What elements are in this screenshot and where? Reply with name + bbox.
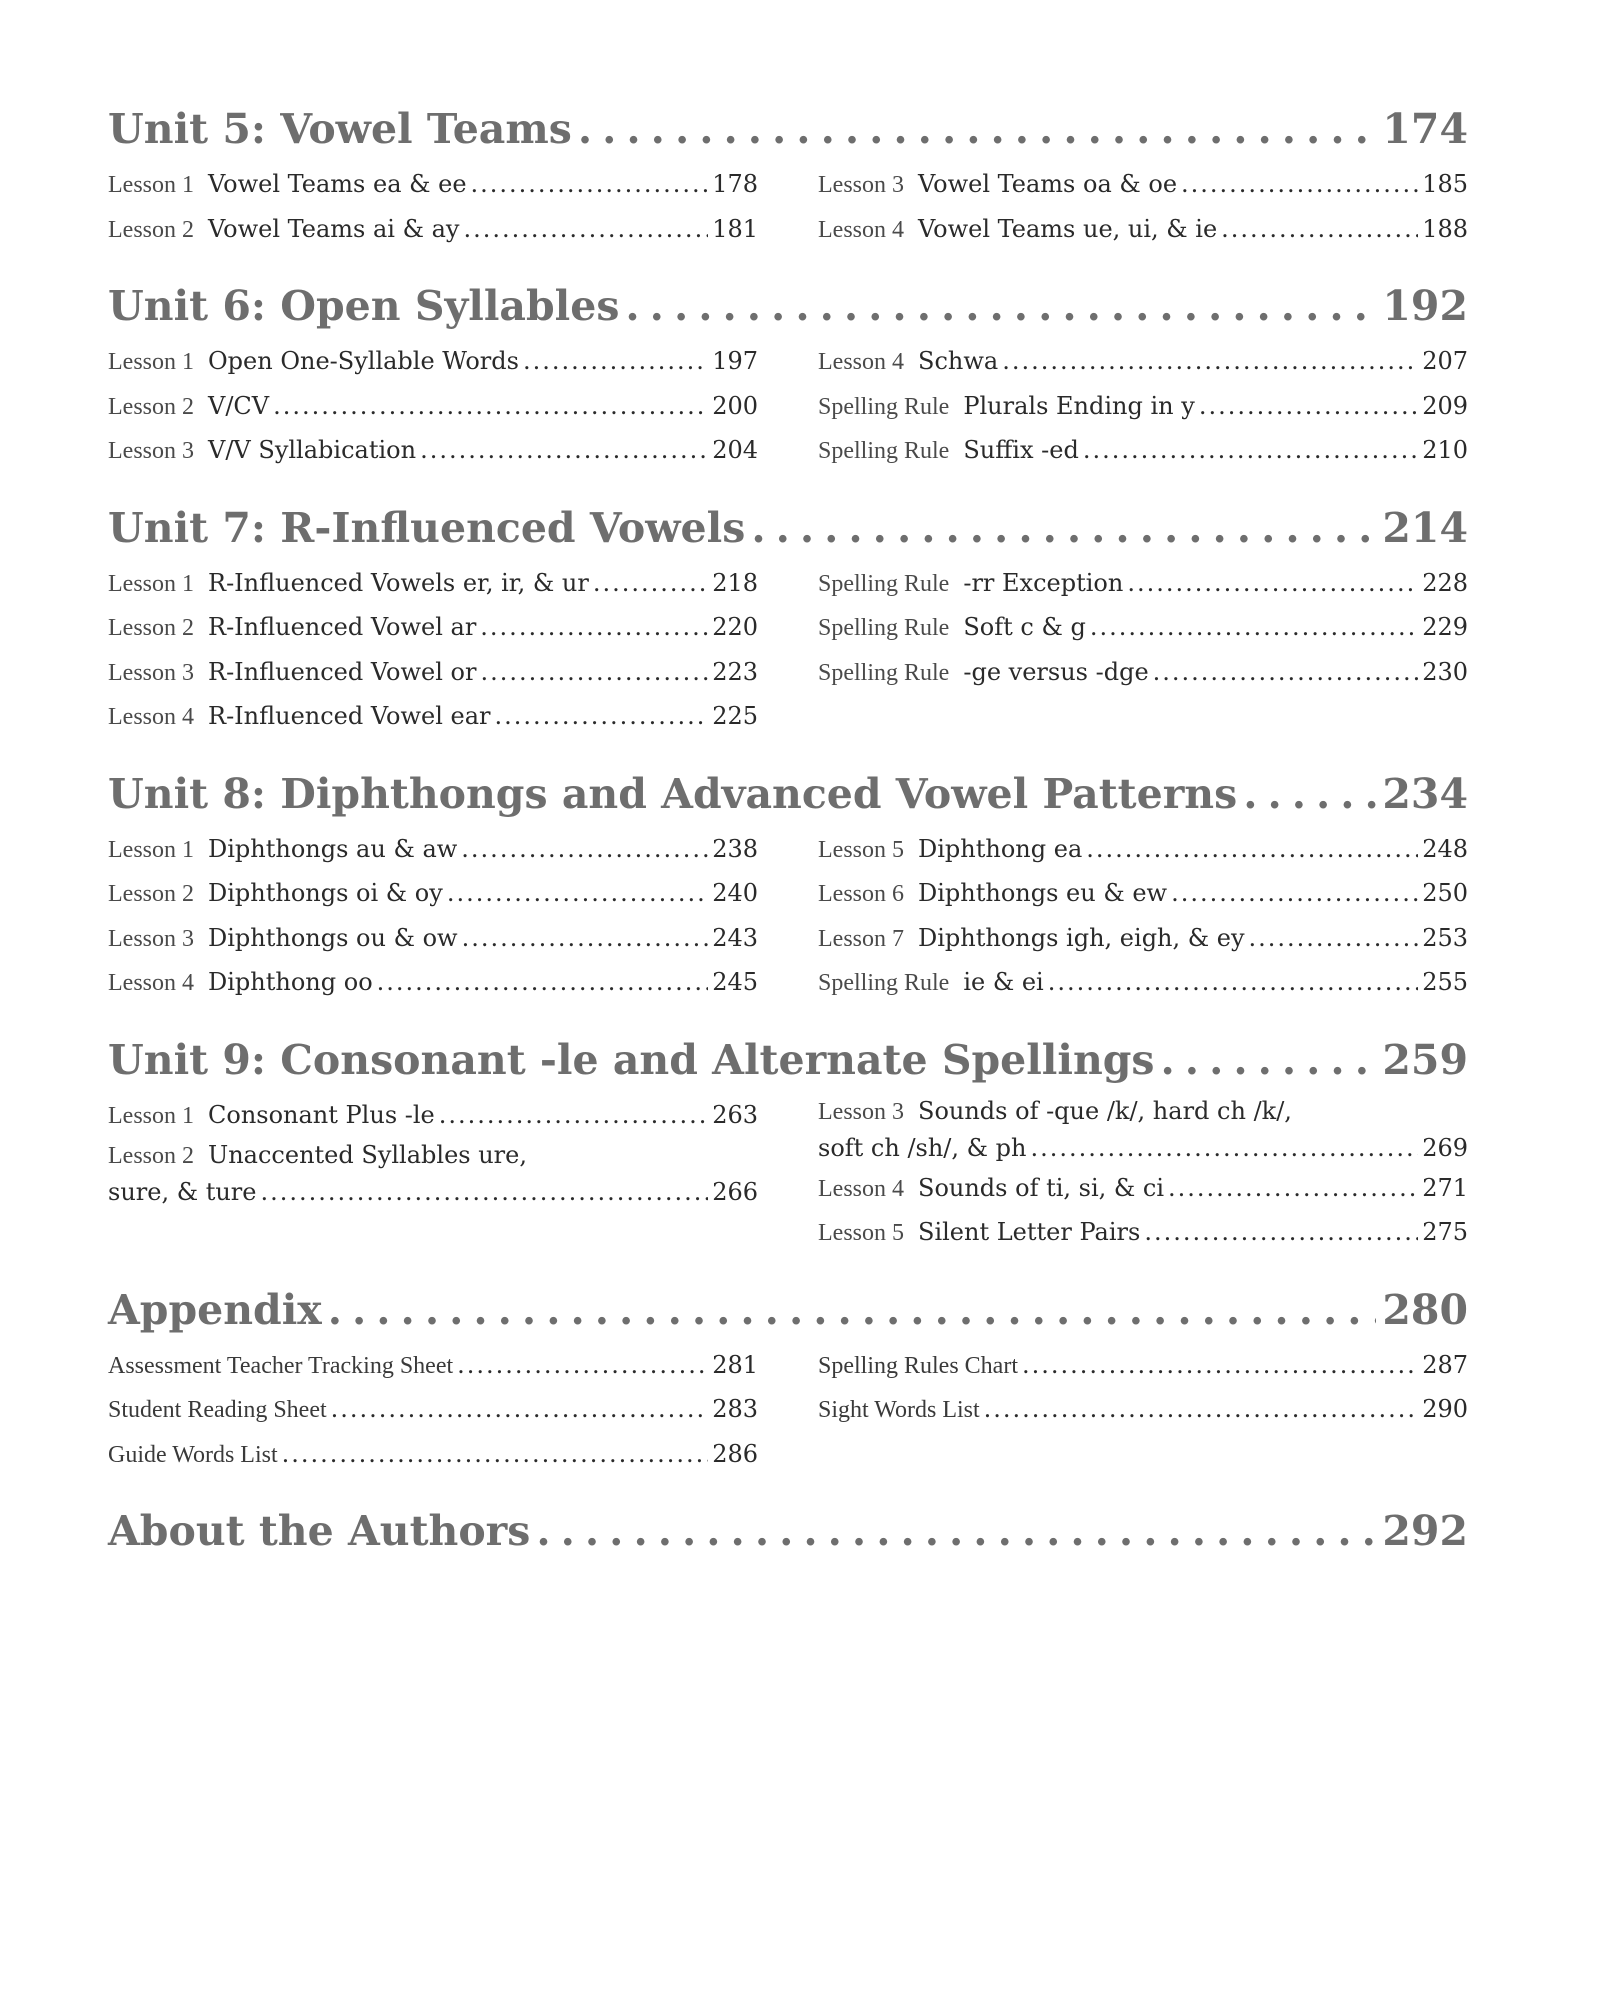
dot-leader <box>1199 384 1418 429</box>
toc-entry[interactable] <box>818 1210 1468 1255</box>
right-column <box>818 1093 1468 1255</box>
entry-label: Lesson 2 <box>108 1143 194 1169</box>
toc-entry[interactable] <box>818 605 1468 650</box>
toc-entry[interactable] <box>108 1343 758 1388</box>
unit-title: Unit 9: Consonant -le and Alternate Spellings <box>108 1035 1155 1084</box>
entry-page: 286 <box>712 1439 758 1468</box>
entry-page: 229 <box>1422 613 1468 641</box>
entry-page: 263 <box>712 1100 758 1129</box>
entry-title: Diphthong oo <box>208 968 373 996</box>
dot-leader <box>984 1387 1419 1432</box>
entry-title: Student Reading Sheet <box>108 1397 327 1423</box>
unit-title: Appendix <box>108 1285 322 1334</box>
entry-title: Vowel Teams ai & ay <box>208 214 460 243</box>
entry-title: Consonant Plus -le <box>208 1100 435 1129</box>
dot-leader <box>260 1174 708 1210</box>
toc-entry[interactable] <box>108 162 758 207</box>
unit-heading[interactable] <box>108 1031 1468 1089</box>
entry-label: Lesson 4 <box>818 349 904 375</box>
dot-leader <box>1048 960 1418 1005</box>
toc-entry[interactable] <box>108 561 758 606</box>
entry-title: Diphthongs oi & oy <box>208 879 443 907</box>
dot-leader <box>1168 1166 1418 1211</box>
entry-title: ie & ei <box>963 968 1044 996</box>
left-column <box>108 1093 758 1255</box>
entry-label: Lesson 4 <box>108 704 194 730</box>
entry-title: R-Influenced Vowel or <box>208 657 477 686</box>
entry-title-line1: Sounds of -que /k/, hard ch /k/, <box>918 1096 1292 1125</box>
right-column <box>818 561 1468 739</box>
dot-leader <box>578 100 1377 158</box>
entry-page: 245 <box>712 968 758 996</box>
toc-entry[interactable] <box>108 871 758 916</box>
dot-leader <box>1086 827 1418 872</box>
toc-entry[interactable] <box>818 1387 1468 1432</box>
toc-entry[interactable] <box>818 428 1468 473</box>
toc-entry[interactable] <box>108 428 758 473</box>
entry-label: Lesson 1 <box>108 570 194 597</box>
entry-title: Schwa <box>918 347 999 375</box>
entry-label: Lesson 3 <box>108 438 194 464</box>
entry-label: Lesson 1 <box>108 349 194 375</box>
toc-entry[interactable] <box>818 339 1468 384</box>
dot-leader <box>461 827 708 872</box>
entry-title: -ge versus -dge <box>963 657 1149 686</box>
dot-leader <box>447 871 708 916</box>
dot-leader <box>1002 339 1418 384</box>
unit-9 <box>108 1031 1468 1255</box>
toc-entry[interactable] <box>108 694 758 739</box>
toc-entry[interactable] <box>818 207 1468 252</box>
table-of-contents <box>108 100 1468 1586</box>
toc-entry[interactable] <box>108 960 758 1005</box>
dot-leader <box>1181 162 1418 207</box>
unit-page-number: 174 <box>1382 105 1468 153</box>
dot-leader <box>377 960 709 1005</box>
toc-entry[interactable] <box>108 1387 758 1432</box>
entry-title: V/CV <box>208 391 270 420</box>
entry-title: Diphthongs ou & ow <box>208 923 458 952</box>
unit-8 <box>108 765 1468 1005</box>
entry-title: V/V Syllabication <box>208 436 417 464</box>
unit-page-number: 280 <box>1382 1285 1468 1334</box>
entry-page: 271 <box>1422 1173 1468 1202</box>
entry-label: Lesson 5 <box>818 1220 904 1246</box>
dot-leader <box>328 1281 1377 1339</box>
entry-title: Diphthongs au & aw <box>208 834 458 863</box>
toc-entry[interactable] <box>108 605 758 650</box>
dot-leader <box>1127 561 1418 606</box>
entry-page: 181 <box>712 214 758 243</box>
entry-label: Lesson 4 <box>818 1175 904 1202</box>
dot-leader <box>1153 650 1419 695</box>
dot-leader <box>1083 428 1418 473</box>
entry-title-line2: sure, & ture <box>108 1178 257 1206</box>
unit-5 <box>108 100 1468 251</box>
dot-leader <box>480 650 708 695</box>
toc-entry[interactable] <box>818 561 1468 606</box>
toc-entry[interactable] <box>818 916 1468 961</box>
entry-page: 283 <box>712 1395 758 1423</box>
entry-title-line1: Unaccented Syllables ure, <box>208 1141 527 1169</box>
unit-heading[interactable] <box>108 100 1468 158</box>
entry-page: 281 <box>712 1350 758 1379</box>
entry-label: Lesson 2 <box>108 615 194 641</box>
unit-page-number: 234 <box>1382 769 1468 818</box>
dot-leader <box>457 1343 708 1388</box>
toc-entry[interactable] <box>818 871 1468 916</box>
entry-label: Lesson 3 <box>818 172 904 198</box>
dot-leader <box>593 561 708 606</box>
toc-entry[interactable] <box>108 650 758 695</box>
toc-entry[interactable] <box>108 1432 758 1477</box>
unit-7 <box>108 499 1468 739</box>
left-column <box>108 1343 758 1477</box>
toc-entry[interactable] <box>108 384 758 429</box>
entry-label: Lesson 2 <box>108 216 194 243</box>
toc-entry[interactable] <box>108 207 758 252</box>
appendix <box>108 1281 1468 1477</box>
entry-page: 275 <box>1422 1218 1468 1246</box>
dot-leader <box>282 1432 709 1477</box>
entry-title: Suffix -ed <box>963 436 1079 464</box>
toc-entry[interactable] <box>818 650 1468 695</box>
unit-page-number: 192 <box>1382 282 1468 330</box>
toc-entry[interactable] <box>818 162 1468 207</box>
entry-page: 218 <box>712 568 758 597</box>
dot-leader <box>751 499 1376 557</box>
entry-label: Lesson 5 <box>818 836 904 863</box>
toc-entry[interactable] <box>108 339 758 384</box>
entry-title: Open One-Syllable Words <box>208 347 519 375</box>
entry-label: Lesson 7 <box>818 925 904 952</box>
dot-leader <box>462 916 709 961</box>
about-the-authors <box>108 1502 1468 1560</box>
right-column <box>818 1343 1468 1477</box>
entry-label: Lesson 4 <box>108 970 194 996</box>
left-column <box>108 162 758 251</box>
entry-page: 250 <box>1422 879 1468 907</box>
entry-page: 287 <box>1422 1350 1468 1379</box>
unit-title: Unit 5: Vowel Teams <box>108 105 572 153</box>
entry-title: Spelling Rules Chart <box>818 1352 1018 1379</box>
entry-title: R-Influenced Vowel ear <box>208 702 491 730</box>
dot-leader <box>463 207 708 252</box>
entry-label: Lesson 3 <box>818 1098 904 1125</box>
unit-heading[interactable] <box>108 1502 1468 1560</box>
dot-leader <box>625 277 1376 335</box>
entry-title: Sounds of ti, si, & ci <box>918 1173 1165 1202</box>
unit-title: Unit 8: Diphthongs and Advanced Vowel Patterns <box>108 769 1238 818</box>
unit-title: Unit 6: Open Syllables <box>108 282 620 330</box>
dot-leader <box>273 384 708 429</box>
left-column <box>108 827 758 1005</box>
toc-entry[interactable] <box>818 1343 1468 1388</box>
entry-page: 269 <box>1422 1133 1468 1162</box>
entry-title: Guide Words List <box>108 1441 278 1468</box>
unit-heading[interactable] <box>108 499 1468 557</box>
entry-page: 220 <box>712 613 758 641</box>
entry-label: Spelling Rule <box>818 570 950 597</box>
dot-leader <box>1171 871 1418 916</box>
entry-page: 255 <box>1422 968 1468 996</box>
toc-entry[interactable] <box>818 1166 1468 1211</box>
unit-title: About the Authors <box>108 1507 531 1555</box>
entry-title: Vowel Teams ue, ui, & ie <box>918 214 1218 243</box>
entry-title: Soft c & g <box>963 613 1086 641</box>
dot-leader <box>536 1502 1376 1560</box>
entry-label: Spelling Rule <box>818 393 950 420</box>
dot-leader <box>439 1093 708 1138</box>
dot-leader <box>1221 207 1418 252</box>
entry-title: R-Influenced Vowels er, ir, & ur <box>208 568 589 597</box>
entry-page: 243 <box>712 923 758 952</box>
unit-page-number: 214 <box>1382 503 1468 552</box>
unit-heading[interactable] <box>108 765 1468 823</box>
unit-page-number: 292 <box>1382 1507 1468 1555</box>
entry-label: Lesson 3 <box>108 659 194 686</box>
entry-page: 223 <box>712 657 758 686</box>
entry-page: 200 <box>712 391 758 420</box>
entry-page: 225 <box>712 702 758 730</box>
entry-page: 178 <box>712 170 758 198</box>
dot-leader <box>523 339 708 384</box>
unit-title: Unit 7: R-Influenced Vowels <box>108 503 746 552</box>
entry-label: Lesson 1 <box>108 172 194 198</box>
entry-title: Assessment Teacher Tracking Sheet <box>108 1352 454 1379</box>
toc-entry[interactable] <box>108 1137 758 1210</box>
entry-page: 238 <box>712 834 758 863</box>
dot-leader <box>1090 605 1418 650</box>
dot-leader <box>1243 765 1376 823</box>
entry-label: Spelling Rule <box>818 659 950 686</box>
entry-page: 185 <box>1422 170 1468 198</box>
toc-entry[interactable] <box>108 1093 758 1138</box>
entry-title: Vowel Teams oa & oe <box>918 170 1178 198</box>
entry-title: Diphthongs igh, eigh, & ey <box>918 923 1245 952</box>
toc-entry[interactable] <box>818 384 1468 429</box>
dot-leader <box>480 605 708 650</box>
entry-label: Lesson 2 <box>108 393 194 420</box>
dot-leader <box>331 1387 709 1432</box>
right-column <box>818 827 1468 1005</box>
entry-label: Spelling Rule <box>818 438 950 464</box>
left-column <box>108 561 758 739</box>
toc-entry[interactable] <box>108 916 758 961</box>
entry-page: 228 <box>1422 568 1468 597</box>
entry-page: 290 <box>1422 1395 1468 1423</box>
dot-leader <box>1030 1130 1418 1166</box>
entry-page: 210 <box>1422 436 1468 464</box>
entry-label: Lesson 1 <box>108 836 194 863</box>
entry-title: Vowel Teams ea & ee <box>208 170 467 198</box>
entry-page: 207 <box>1422 347 1468 375</box>
toc-entry[interactable] <box>108 827 758 872</box>
dot-leader <box>495 694 709 739</box>
entry-page: 197 <box>712 347 758 375</box>
dot-leader <box>1144 1210 1418 1255</box>
entry-title: Diphthong ea <box>918 834 1083 863</box>
entry-label: Lesson 6 <box>818 881 904 907</box>
dot-leader <box>420 428 708 473</box>
entry-title: R-Influenced Vowel ar <box>208 613 477 641</box>
dot-leader <box>1161 1031 1377 1089</box>
entry-title: Sight Words List <box>818 1397 980 1423</box>
entry-page: 230 <box>1422 657 1468 686</box>
entry-title: Silent Letter Pairs <box>918 1218 1141 1246</box>
toc-entry[interactable] <box>818 1093 1468 1166</box>
right-column <box>818 162 1468 251</box>
entry-page: 188 <box>1422 214 1468 243</box>
entry-page: 253 <box>1422 923 1468 952</box>
entry-label: Lesson 3 <box>108 925 194 952</box>
entry-label: Lesson 2 <box>108 881 194 907</box>
toc-entry[interactable] <box>818 827 1468 872</box>
entry-page: 209 <box>1422 391 1468 420</box>
dot-leader <box>1249 916 1419 961</box>
entry-page: 240 <box>712 879 758 907</box>
unit-6 <box>108 277 1468 473</box>
entry-title: -rr Exception <box>963 568 1124 597</box>
entry-title: Plurals Ending in y <box>963 391 1195 420</box>
entry-label: Lesson 4 <box>818 216 904 243</box>
unit-page-number: 259 <box>1382 1035 1468 1084</box>
entry-label: Lesson 1 <box>108 1102 194 1129</box>
unit-heading[interactable] <box>108 277 1468 335</box>
dot-leader <box>471 162 709 207</box>
entry-page: 266 <box>712 1178 758 1206</box>
entry-label: Spelling Rule <box>818 970 950 996</box>
right-column <box>818 339 1468 473</box>
entry-title-line2: soft ch /sh/, & ph <box>818 1133 1027 1162</box>
dot-leader <box>1022 1343 1418 1388</box>
entry-title: Diphthongs eu & ew <box>918 879 1168 907</box>
left-column <box>108 339 758 473</box>
entry-page: 204 <box>712 436 758 464</box>
toc-entry[interactable] <box>818 960 1468 1005</box>
entry-page: 248 <box>1422 834 1468 863</box>
unit-heading[interactable] <box>108 1281 1468 1339</box>
entry-label: Spelling Rule <box>818 615 950 641</box>
